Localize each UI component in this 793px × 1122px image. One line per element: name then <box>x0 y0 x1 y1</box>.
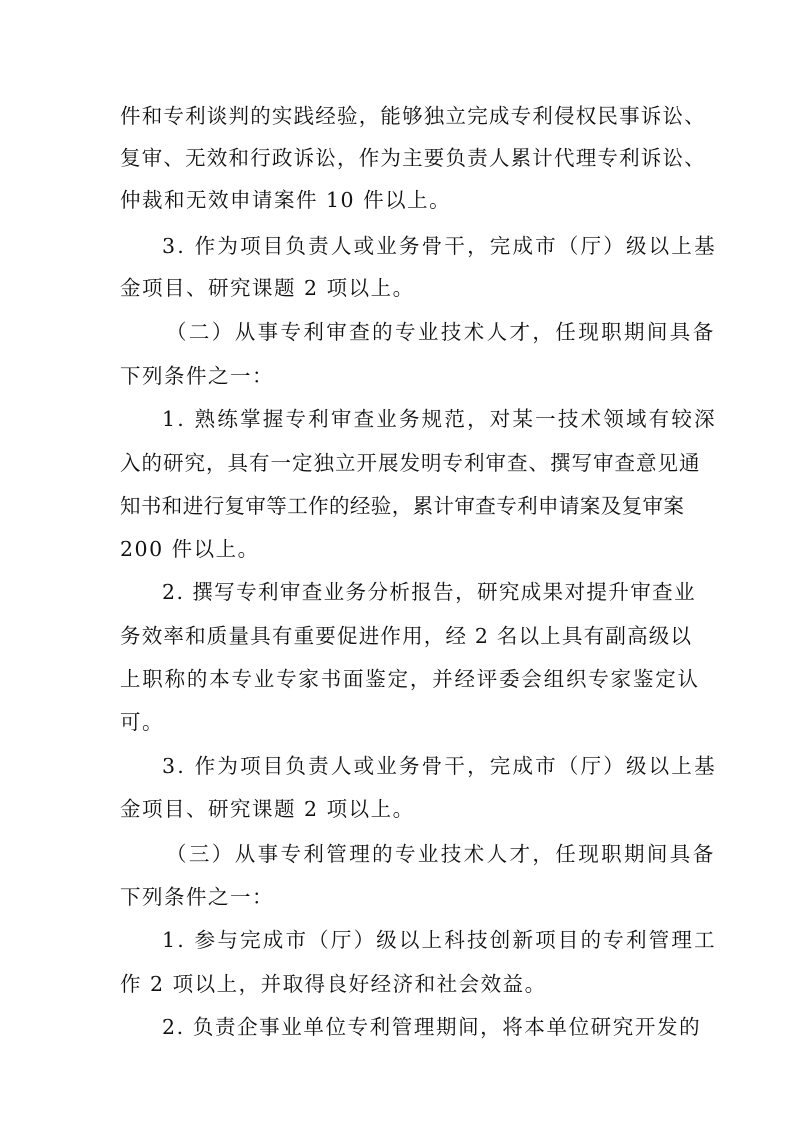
text-line: 3. 作为项目负责人或业务骨干，完成市（厅）级以上基 <box>162 234 717 258</box>
text-line: 务效率和质量具有重要促进作用，经 2 名以上具有副高级以 <box>120 624 693 648</box>
text-line: 复审、无效和行政诉讼，作为主要负责人累计代理专利诉讼、 <box>120 146 706 170</box>
text-line: 作 2 项以上，并取得良好经济和社会效益。 <box>120 972 547 996</box>
text-line: 上职称的本专业专家书面鉴定，并经评委会组织专家鉴定认 <box>120 667 700 691</box>
text-line: 3. 作为项目负责人或业务骨干，完成市（厅）级以上基 <box>162 754 717 778</box>
text-line: 可。 <box>120 710 164 734</box>
text-line: 1. 参与完成市（厅）级以上科技创新项目的专利管理工 <box>162 928 717 952</box>
text-line: 2. 撰写专利审查业务分析报告，研究成果对提升审查业 <box>162 580 696 604</box>
text-line: 仲裁和无效申请案件 10 件以上。 <box>120 188 452 212</box>
text-line: 金项目、研究课题 2 项以上。 <box>120 797 415 821</box>
text-line: 下列条件之一： <box>120 885 274 909</box>
text-line: 下列条件之一： <box>120 364 274 388</box>
text-line: 知书和进行复审等工作的经验，累计审查专利申请案及复审案 <box>120 494 685 518</box>
text-line: 件和专利谈判的实践经验，能够独立完成专利侵权民事诉讼、 <box>120 104 706 128</box>
text-line: 200 件以上。 <box>120 537 260 561</box>
text-line: 1. 熟练掌握专利审查业务规范，对某一技术领域有较深 <box>162 407 717 431</box>
text-line: 入的研究，具有一定独立开展发明专利审查、撰写审查意见通 <box>120 451 701 475</box>
text-line: 2. 负责企事业单位专利管理期间，将本单位研究开发的 <box>162 1015 702 1039</box>
section-heading-3: （三）从事专利管理的专业技术人才，任现职期间具备 <box>166 842 716 866</box>
section-heading-2: （二）从事专利审查的专业技术人才，任现职期间具备 <box>166 320 716 344</box>
text-line: 金项目、研究课题 2 项以上。 <box>120 276 415 300</box>
